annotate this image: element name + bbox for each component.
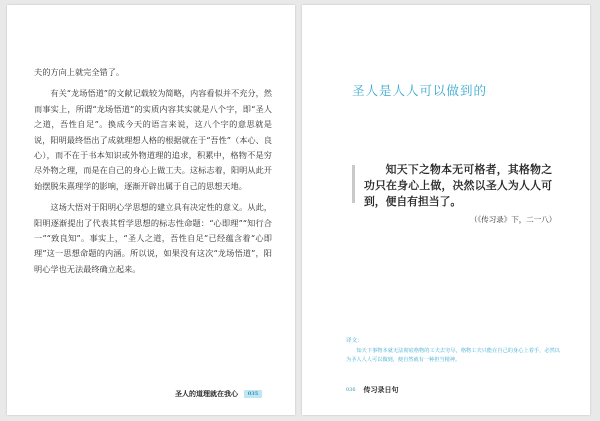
right-page (302, 5, 590, 415)
quote-source: （《传习录》下，二一八） (470, 215, 557, 224)
paragraph-2: 有关“龙场悟道”的文献记载较为简略，内容看似并不充分，然而事实上，所谓“龙场悟道”的实质内容其实就是八个字，即“圣人之道，吾性自足”。换成今天的语言来说，这八个字的意思就是说，阳明最终悟出了成就理想人格的根据就在于“吾性”（本心、良心），而不在于书本知识或外物道理的追求，积累中，格物不是穷尽外物之理，而是在自己的身心上做工夫。这标志着，阳明从此开始摆脱朱熹理学的影响，逐渐开辟出属于自己的思想天地。 (34, 88, 272, 191)
right-page-footer (346, 385, 399, 395)
left-footer-title: 圣人的道理就在我心 (175, 389, 238, 398)
paragraph-3: 这场大悟对于阳明心学思想的建立具有决定性的意义。从此，阳明逐渐提出了代表其哲学思想的标志性命题：“心即理”“知行合一”“致良知”。事实上，“圣人之道，吾性自足”已经蕴含着“心即理”这一思想命题的内涵。所以说，如果没有这次“龙场悟道”，阳明心学也无法最终确立起来。 (34, 202, 272, 274)
right-footer-title: 传习录日句 (363, 385, 399, 394)
translation-label: 译文： (346, 338, 363, 344)
section-heading: 圣人是人人可以做到的 (352, 83, 488, 98)
translation-text: 知天下事物本就无法彻底格物的工夫去穷尽，格物工夫只能在自己的身心上着手，必然以为圣人人人可以做到，便自然就有一种担当精神。 (346, 348, 560, 363)
paragraph-1: 夫的方向上就完全错了。 (34, 67, 125, 77)
left-page-footer (175, 389, 262, 399)
quote-bar (352, 165, 355, 203)
left-page (7, 5, 295, 415)
right-page-number: 036 (346, 387, 356, 393)
left-page-body (34, 65, 272, 283)
left-page-number: 035 (244, 390, 262, 398)
quote-text: 知天下之物本无可格者，其格物之功只在身心上做，决然以圣人为人人可到，便自有担当了。 (364, 163, 552, 208)
